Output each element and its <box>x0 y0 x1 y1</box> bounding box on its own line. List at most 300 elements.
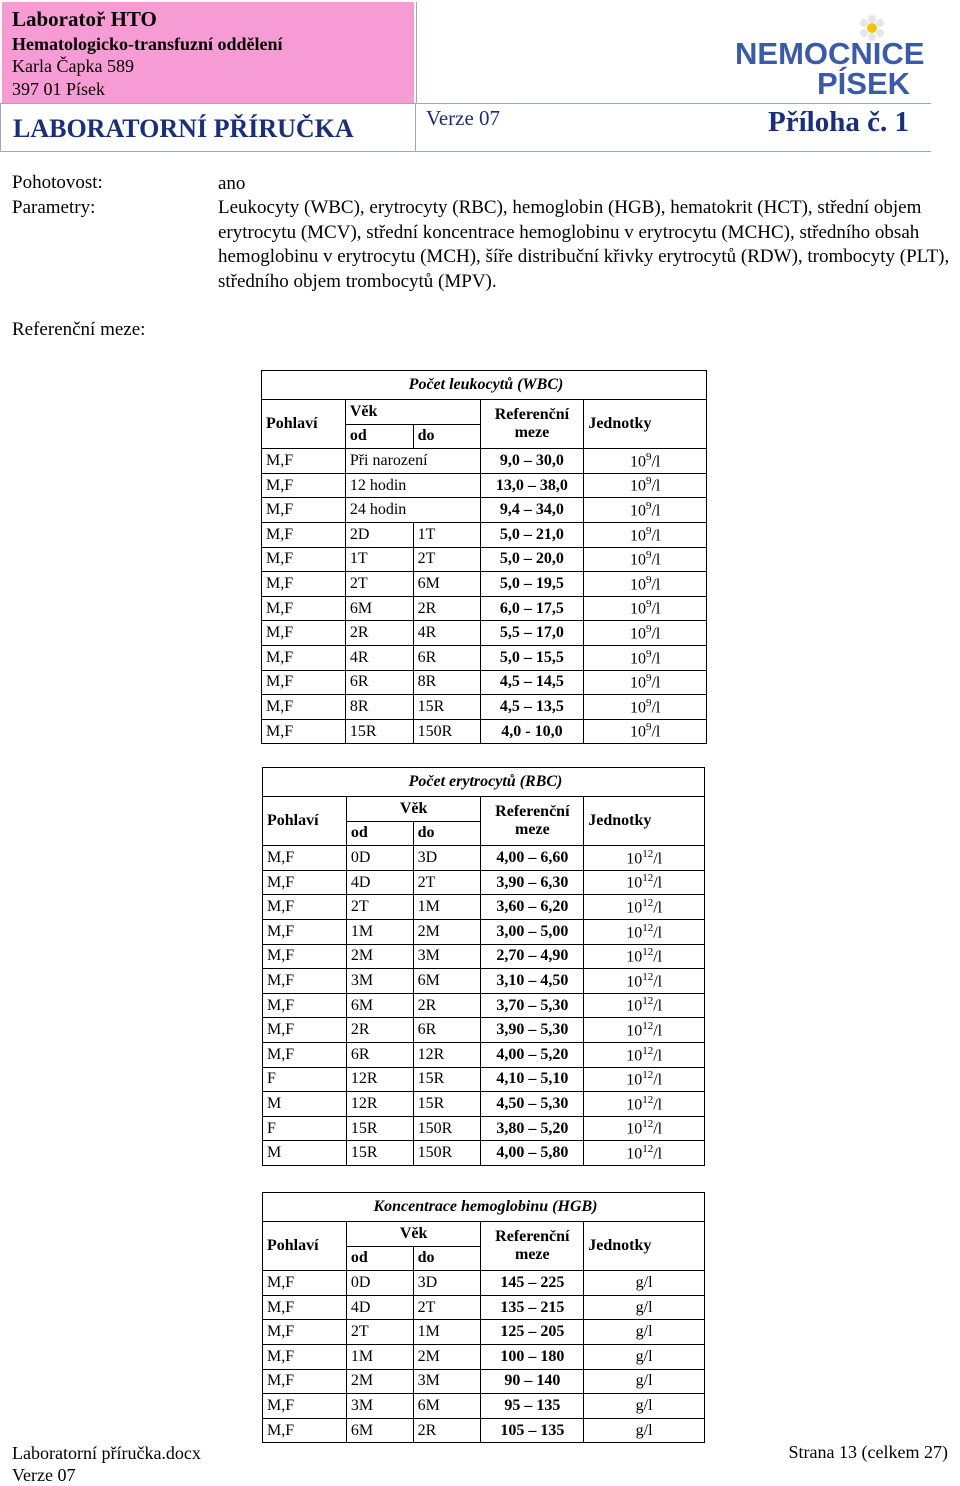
unit-tail: /l <box>653 1120 663 1138</box>
col-ref-line1: Referenční <box>495 803 570 821</box>
unit-cell <box>584 1042 705 1067</box>
age-from-cell: 6M <box>345 596 413 621</box>
unit-tail: /l <box>651 551 661 569</box>
unit-exponent: 12 <box>642 897 654 909</box>
age-to-cell: 2T <box>413 1295 481 1320</box>
unit-exponent: 12 <box>642 1019 654 1032</box>
unit-cell: g/l <box>584 1295 705 1320</box>
unit-tail: /l <box>653 973 663 991</box>
unit-exponent: 9 <box>645 524 652 537</box>
unit-cell <box>584 596 707 621</box>
unit-tail: /l <box>651 502 661 520</box>
unit-tail: /l <box>651 723 661 741</box>
sex-cell: M,F <box>263 895 347 920</box>
table-row <box>262 621 707 646</box>
age-from-cell: 24 hodin <box>345 498 480 523</box>
unit-tail: /l <box>651 625 661 643</box>
footer-file: Laboratorní příručka.docx <box>12 1443 201 1463</box>
col-ref-header <box>481 797 584 846</box>
col-to-header: do <box>413 1246 481 1271</box>
unit-cell <box>584 1116 705 1141</box>
reference-range-cell: 13,0 – 38,0 <box>480 473 584 498</box>
table-row <box>262 719 707 744</box>
logo-box <box>416 2 932 103</box>
unit-exponent: 9 <box>645 573 652 586</box>
age-from-cell: 0D <box>346 1271 413 1296</box>
table-row <box>263 1067 705 1092</box>
col-ref-line2: meze <box>515 1246 550 1264</box>
reference-range-cell: 5,0 – 21,0 <box>480 522 584 547</box>
sex-cell: M,F <box>262 621 346 646</box>
age-to-cell: 150R <box>413 1141 481 1166</box>
sex-cell: F <box>263 1067 347 1092</box>
age-to-cell: 6M <box>413 1394 481 1419</box>
unit-cell <box>584 449 707 474</box>
col-ref-header <box>480 400 584 449</box>
reference-range-cell: 3,00 – 5,00 <box>481 919 584 944</box>
unit-exponent: 9 <box>645 622 652 635</box>
sex-cell: M,F <box>263 969 347 994</box>
unit-tail: /l <box>651 453 661 471</box>
unit-exponent: 12 <box>642 995 654 1008</box>
sex-cell: M,F <box>262 670 346 695</box>
emergency-value: ano <box>218 173 246 194</box>
age-from-cell: 2T <box>346 895 413 920</box>
logo-text-1: NEMOCNICE <box>735 36 925 71</box>
title-cell <box>0 104 416 151</box>
col-unit-header: Jednotky <box>584 797 705 846</box>
age-from-cell: 2R <box>345 621 413 646</box>
table-row <box>263 1271 705 1296</box>
table-row <box>263 1116 705 1141</box>
table-row <box>263 1369 705 1394</box>
reference-range-cell: 135 – 215 <box>481 1295 584 1320</box>
age-to-cell: 6M <box>413 969 481 994</box>
age-from-cell: 3M <box>346 969 413 994</box>
reference-range-cell: 5,5 – 17,0 <box>480 621 584 646</box>
unit-base: 10 <box>626 923 643 941</box>
col-unit-header: Jednotky <box>584 1222 705 1271</box>
col-to-header: do <box>413 424 480 449</box>
unit-base: 10 <box>629 723 646 741</box>
table-row <box>262 596 707 621</box>
unit-exponent: 9 <box>645 672 652 685</box>
unit-cell <box>584 944 705 969</box>
unit-base: 10 <box>629 600 646 618</box>
document-header <box>0 0 932 150</box>
age-to-cell: 2T <box>413 870 481 895</box>
sex-cell: M,F <box>263 1394 347 1419</box>
sex-cell: F <box>263 1116 347 1141</box>
table-row <box>263 1344 705 1369</box>
table-row <box>263 895 705 920</box>
age-from-cell: 8R <box>345 695 413 720</box>
unit-cell: g/l <box>584 1344 705 1369</box>
age-to-cell: 2R <box>413 993 481 1018</box>
unit-cell: g/l <box>584 1320 705 1345</box>
age-from-cell: 3M <box>346 1394 413 1419</box>
sex-cell: M,F <box>262 522 346 547</box>
unit-cell <box>584 919 705 944</box>
age-to-cell: 1M <box>413 895 481 920</box>
sex-cell: M <box>263 1141 347 1166</box>
age-from-cell: 6R <box>345 670 413 695</box>
age-to-cell: 2M <box>413 919 481 944</box>
age-to-cell: 6M <box>413 572 480 597</box>
table-row <box>262 572 707 597</box>
reference-range-cell: 2,70 – 4,90 <box>481 944 584 969</box>
sex-cell: M,F <box>263 919 347 944</box>
age-to-cell: 3M <box>413 1369 481 1394</box>
unit-cell <box>584 846 705 871</box>
unit-cell <box>584 621 707 646</box>
lab-name: Laboratoř HTO <box>12 7 157 31</box>
age-from-cell: 2D <box>345 522 413 547</box>
age-to-cell: 8R <box>413 670 480 695</box>
unit-base: 10 <box>626 1046 643 1064</box>
age-from-cell: 2M <box>346 1369 413 1394</box>
unit-base: 10 <box>626 1071 643 1089</box>
age-to-cell: 4R <box>413 621 480 646</box>
unit-exponent: 9 <box>645 598 652 611</box>
col-ref-line2: meze <box>514 424 550 442</box>
table-row <box>263 969 705 994</box>
table-row <box>263 1320 705 1345</box>
reference-range-cell: 6,0 – 17,5 <box>480 596 584 621</box>
sex-cell: M,F <box>263 1344 347 1369</box>
sex-cell: M,F <box>263 1369 347 1394</box>
table-row <box>263 993 705 1018</box>
col-ref-line1: Referenční <box>494 406 570 424</box>
sex-cell: M,F <box>262 695 346 720</box>
unit-base: 10 <box>629 551 646 569</box>
unit-tail: /l <box>651 649 661 667</box>
table-row <box>263 1295 705 1320</box>
unit-tail: /l <box>651 600 661 618</box>
table-row <box>262 645 707 670</box>
age-from-cell: 12R <box>346 1067 413 1092</box>
age-to-cell: 3D <box>413 846 481 871</box>
reference-range-cell: 3,70 – 5,30 <box>481 993 584 1018</box>
unit-base: 10 <box>626 874 643 892</box>
unit-cell: g/l <box>584 1394 705 1419</box>
col-to-header: do <box>413 821 481 846</box>
age-to-cell: 1T <box>413 522 480 547</box>
emergency-label: Pohotovost: <box>12 172 103 193</box>
lab-city: 397 01 Písek <box>12 79 106 99</box>
col-ref-line2: meze <box>515 821 550 839</box>
unit-cell: g/l <box>584 1418 705 1443</box>
reference-range-cell: 3,60 – 6,20 <box>481 895 584 920</box>
reference-range-cell: 3,90 – 5,30 <box>481 1018 584 1043</box>
unit-tail: /l <box>651 699 661 717</box>
age-from-cell: 15R <box>345 719 413 744</box>
unit-cell <box>584 1018 705 1043</box>
table-row <box>263 1042 705 1067</box>
age-to-cell: 3M <box>413 944 481 969</box>
unit-tail: /l <box>653 1071 663 1089</box>
age-to-cell: 2T <box>413 547 480 572</box>
unit-exponent: 9 <box>645 647 652 660</box>
unit-cell <box>584 719 707 744</box>
unit-exponent: 9 <box>645 696 652 709</box>
table-row <box>262 498 707 523</box>
rbc-caption: Počet erytrocytů (RBC) <box>263 768 705 797</box>
unit-exponent: 12 <box>642 1044 654 1057</box>
unit-tail: /l <box>653 1145 663 1163</box>
reference-range-cell: 9,4 – 34,0 <box>480 498 584 523</box>
unit-exponent: 12 <box>642 1118 654 1131</box>
unit-cell <box>584 1092 705 1117</box>
unit-base: 10 <box>629 576 646 594</box>
reference-range-cell: 100 – 180 <box>481 1344 584 1369</box>
col-ref-header <box>481 1222 584 1271</box>
unit-base: 10 <box>629 674 646 692</box>
table-row <box>263 1018 705 1043</box>
reference-range-cell: 4,00 – 6,60 <box>481 846 584 871</box>
unit-base: 10 <box>626 948 643 966</box>
col-unit-header: Jednotky <box>584 400 707 449</box>
sex-cell: M,F <box>262 449 346 474</box>
unit-cell <box>584 547 707 572</box>
age-from-cell: 1T <box>345 547 413 572</box>
age-from-cell: 15R <box>346 1141 413 1166</box>
reference-range-cell: 3,80 – 5,20 <box>481 1116 584 1141</box>
reference-range-cell: 4,10 – 5,10 <box>481 1067 584 1092</box>
table-row <box>263 944 705 969</box>
age-from-cell: 12R <box>346 1092 413 1117</box>
col-from-header: od <box>345 424 413 449</box>
age-from-cell: 6M <box>346 993 413 1018</box>
unit-tail: /l <box>653 1022 663 1040</box>
sex-cell: M,F <box>263 1418 347 1443</box>
reference-range-cell: 5,0 – 19,5 <box>480 572 584 597</box>
age-to-cell: 15R <box>413 1067 481 1092</box>
unit-base: 10 <box>629 477 646 495</box>
hgb-table <box>262 1192 705 1443</box>
age-from-cell: 2T <box>345 572 413 597</box>
unit-tail: /l <box>653 997 663 1015</box>
unit-tail: /l <box>651 674 661 692</box>
age-to-cell: 6R <box>413 1018 481 1043</box>
unit-base: 10 <box>629 502 646 520</box>
unit-cell <box>584 670 707 695</box>
age-from-cell: 6M <box>346 1418 413 1443</box>
unit-exponent: 12 <box>642 872 654 885</box>
unit-cell <box>584 969 705 994</box>
table-row <box>263 846 705 871</box>
unit-base: 10 <box>626 1022 643 1040</box>
unit-base: 10 <box>629 625 646 643</box>
wbc-table <box>261 370 707 744</box>
hgb-caption: Koncentrace hemoglobinu (HGB) <box>263 1193 705 1222</box>
unit-exponent: 12 <box>642 1069 654 1082</box>
unit-cell: g/l <box>584 1369 705 1394</box>
sex-cell: M,F <box>262 719 346 744</box>
rbc-table <box>262 767 705 1166</box>
age-from-cell: 6R <box>346 1042 413 1067</box>
unit-tail: /l <box>651 477 661 495</box>
age-from-cell: 15R <box>346 1116 413 1141</box>
age-from-cell: 4D <box>346 870 413 895</box>
sex-cell: M,F <box>263 993 347 1018</box>
lab-info-box <box>2 2 414 103</box>
age-to-cell: 3D <box>413 1271 481 1296</box>
unit-cell <box>584 473 707 498</box>
col-from-header: od <box>346 1246 413 1271</box>
col-age-header: Věk <box>346 1222 481 1247</box>
col-from-header: od <box>346 821 413 846</box>
header-version: Verze 07 <box>426 106 501 130</box>
age-from-cell: 2R <box>346 1018 413 1043</box>
unit-exponent: 12 <box>642 946 654 959</box>
lab-street: Karla Čapka 589 <box>12 56 134 76</box>
age-to-cell: 1M <box>413 1320 481 1345</box>
unit-cell <box>584 695 707 720</box>
unit-base: 10 <box>629 526 646 544</box>
sex-cell: M,F <box>262 596 346 621</box>
age-from-cell: Při narození <box>345 449 480 474</box>
col-sex-header: Pohlaví <box>263 1222 347 1271</box>
reference-range-cell: 4,5 – 13,5 <box>480 695 584 720</box>
reference-limits-label: Referenční meze: <box>12 319 146 340</box>
reference-range-cell: 125 – 205 <box>481 1320 584 1345</box>
table-row <box>262 473 707 498</box>
unit-base: 10 <box>629 453 646 471</box>
age-to-cell: 15R <box>413 695 480 720</box>
unit-exponent: 12 <box>642 1142 654 1155</box>
age-to-cell: 2M <box>413 1344 481 1369</box>
age-to-cell: 15R <box>413 1092 481 1117</box>
reference-range-cell: 3,90 – 6,30 <box>481 870 584 895</box>
age-from-cell: 1M <box>346 1344 413 1369</box>
table-row <box>262 695 707 720</box>
hospital-logo <box>717 8 927 100</box>
header-bar <box>0 103 931 152</box>
unit-tail: /l <box>653 948 663 966</box>
unit-exponent: 12 <box>642 1093 654 1106</box>
unit-exponent: 9 <box>645 450 652 463</box>
unit-tail: /l <box>653 923 663 941</box>
table-row <box>263 1092 705 1117</box>
sex-cell: M,F <box>262 572 346 597</box>
unit-base: 10 <box>626 850 643 868</box>
unit-exponent: 12 <box>642 970 654 983</box>
table-row <box>263 1394 705 1419</box>
age-to-cell: 12R <box>413 1042 481 1067</box>
sex-cell: M,F <box>263 1018 347 1043</box>
sex-cell: M,F <box>263 944 347 969</box>
unit-exponent: 12 <box>642 847 654 860</box>
col-age-header: Věk <box>345 400 480 425</box>
reference-range-cell: 145 – 225 <box>481 1271 584 1296</box>
unit-cell <box>584 522 707 547</box>
sex-cell: M,F <box>263 1295 347 1320</box>
age-from-cell: 4D <box>346 1295 413 1320</box>
reference-range-cell: 4,00 – 5,20 <box>481 1042 584 1067</box>
logo-text-2: PÍSEK <box>817 66 911 100</box>
unit-base: 10 <box>626 973 643 991</box>
age-to-cell: 6R <box>413 645 480 670</box>
reference-range-cell: 9,0 – 30,0 <box>480 449 584 474</box>
unit-exponent: 9 <box>645 549 652 562</box>
unit-base: 10 <box>626 899 643 917</box>
unit-base: 10 <box>626 1096 643 1114</box>
sex-cell: M,F <box>263 1042 347 1067</box>
table-row <box>263 1141 705 1166</box>
sex-cell: M,F <box>263 1320 347 1345</box>
unit-tail: /l <box>651 526 661 544</box>
age-from-cell: 0D <box>346 846 413 871</box>
footer-left <box>12 1442 201 1486</box>
age-to-cell: 150R <box>413 719 480 744</box>
lab-department: Hematologicko-transfuzní oddělení <box>12 34 283 54</box>
unit-cell <box>584 1067 705 1092</box>
sex-cell: M,F <box>262 645 346 670</box>
unit-cell <box>584 870 705 895</box>
unit-base: 10 <box>626 997 643 1015</box>
age-from-cell: 4R <box>345 645 413 670</box>
unit-exponent: 9 <box>645 475 652 488</box>
reference-range-cell: 5,0 – 20,0 <box>480 547 584 572</box>
unit-exponent: 9 <box>645 500 652 512</box>
reference-range-cell: 4,00 – 5,80 <box>481 1141 584 1166</box>
wbc-caption: Počet leukocytů (WBC) <box>262 371 707 400</box>
table-row <box>262 547 707 572</box>
sex-cell: M,F <box>263 1271 347 1296</box>
sex-cell: M <box>263 1092 347 1117</box>
col-age-header: Věk <box>346 797 481 822</box>
sex-cell: M,F <box>262 547 346 572</box>
sex-cell: M,F <box>263 846 347 871</box>
reference-range-cell: 4,50 – 5,30 <box>481 1092 584 1117</box>
col-ref-line1: Referenční <box>495 1228 570 1246</box>
table-row <box>262 449 707 474</box>
col-sex-header: Pohlaví <box>262 400 346 449</box>
unit-base: 10 <box>629 649 646 667</box>
unit-cell <box>584 572 707 597</box>
params-value: Leukocyty (WBC), erytrocyty (RBC), hemoglobin (HGB), hematokrit (HCT), střední objem erytrocytu (MCV), střední koncentrace hemoglobinu v erytrocytu (MCHC), středního obsah hemoglobinu v erytrocytu (MCH), šíře distribuční křivky erytrocytů (RDW), trombocyty (PLT), středního objem trombocytů (MPV). <box>218 197 950 292</box>
reference-range-cell: 4,0 - 10,0 <box>480 719 584 744</box>
unit-cell <box>584 895 705 920</box>
reference-range-cell: 90 – 140 <box>481 1369 584 1394</box>
unit-base: 10 <box>626 1120 643 1138</box>
unit-cell <box>584 498 707 523</box>
book-title: LABORATORNÍ PŘÍRUČKA <box>13 114 354 143</box>
sex-cell: M,F <box>262 473 346 498</box>
unit-exponent: 12 <box>642 921 654 934</box>
unit-exponent: 9 <box>645 721 652 734</box>
age-from-cell: 1M <box>346 919 413 944</box>
reference-range-cell: 95 – 135 <box>481 1394 584 1419</box>
age-to-cell: 150R <box>413 1116 481 1141</box>
age-from-cell: 2T <box>346 1320 413 1345</box>
unit-base: 10 <box>626 1145 643 1163</box>
unit-tail: /l <box>653 850 663 868</box>
unit-cell <box>584 1141 705 1166</box>
unit-tail: /l <box>653 1096 663 1114</box>
table-row <box>263 1418 705 1443</box>
reference-range-cell: 3,10 – 4,50 <box>481 969 584 994</box>
age-to-cell: 2R <box>413 596 480 621</box>
reference-range-cell: 4,5 – 14,5 <box>480 670 584 695</box>
table-row <box>262 670 707 695</box>
reference-range-cell: 5,0 – 15,5 <box>480 645 584 670</box>
unit-tail: /l <box>653 1046 663 1064</box>
age-from-cell: 12 hodin <box>345 473 480 498</box>
sex-cell: M,F <box>262 498 346 523</box>
unit-cell <box>584 993 705 1018</box>
